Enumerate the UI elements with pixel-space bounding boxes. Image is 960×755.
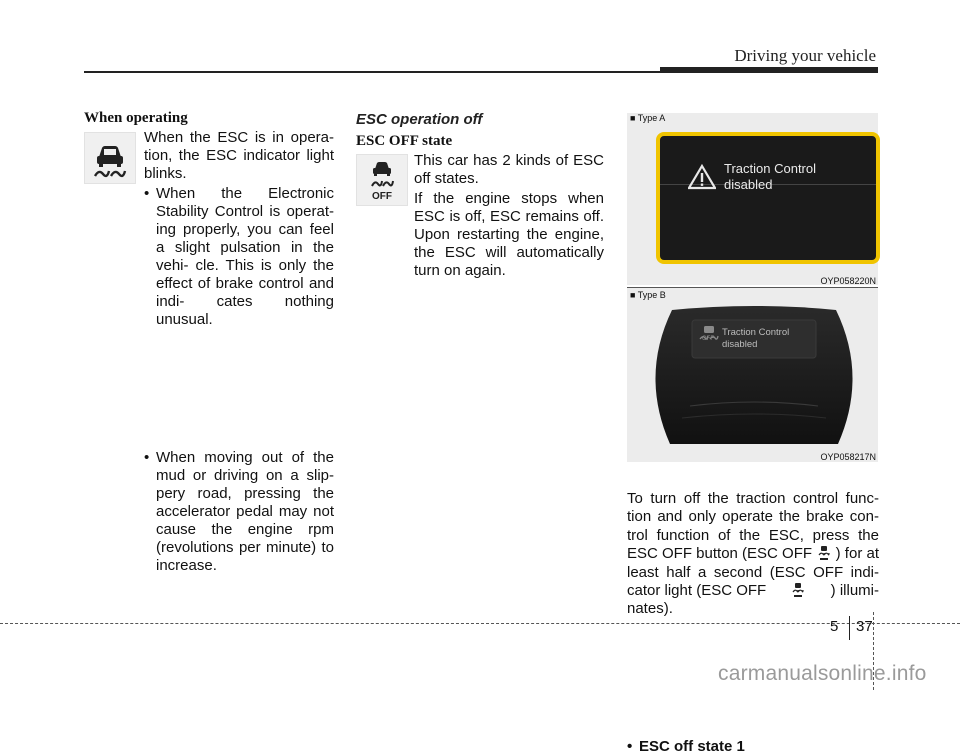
esc-off-icon — [356, 154, 408, 206]
type-a-label: ■ Type A — [630, 113, 666, 123]
type-b-message-line1: Traction Control — [722, 327, 790, 338]
section-title: Driving your vehicle — [734, 46, 876, 65]
type-a-message-line2: disabled — [724, 177, 773, 192]
warning-triangle-icon — [688, 164, 716, 190]
type-b-message — [722, 327, 789, 351]
type-b-message-line2: disabled — [722, 339, 758, 350]
watermark: carmanualsonline.info — [718, 662, 927, 685]
type-a-message — [724, 161, 816, 193]
page-number-divider — [849, 616, 850, 640]
esc-off-inline-icon — [792, 582, 804, 598]
esc-indicator-icon — [84, 132, 136, 184]
page-number: 37 — [856, 618, 873, 635]
type-b-off-label: OFF — [702, 336, 714, 342]
esc-off-icon-label: OFF — [372, 191, 392, 202]
type-a-code: OYP058220N — [820, 276, 876, 286]
footer-dashed-rule — [0, 623, 960, 624]
esc-off-para-2: If the engine stops when ESC is off, ESC remains off. Upon restarting the engine, the ESC will automatically turn on again. — [414, 190, 604, 279]
esc-off-state-subheading: ESC OFF state — [356, 133, 453, 149]
esc-off-inline-icon — [818, 545, 830, 561]
operating-bullet-1: • When the Electronic Stability Control is operat- ing properly, you can feel a slight pulsation in the vehi- cle. This is only the effect of brake control and indi- cates nothing unusual. — [144, 185, 334, 329]
type-b-code: OYP058217N — [820, 452, 876, 462]
esc-off-para-1: This car has 2 kinds of ESC off states. — [414, 152, 604, 187]
when-operating-intro: When the ESC is in opera- tion, the ESC indicator light blinks. — [144, 129, 334, 182]
type-a-message-line1: Traction Control — [724, 161, 816, 176]
type-b-label: ■ Type B — [630, 290, 666, 300]
chapter-number: 5 — [830, 618, 839, 635]
type-a-display — [656, 132, 880, 264]
esc-off-state-1-heading: • ESC off state 1 — [627, 738, 960, 755]
esc-off-heading: ESC operation off — [356, 111, 483, 128]
figure-divider — [627, 287, 878, 288]
header-rule-accent — [660, 67, 878, 73]
operating-bullet-2: • When moving out of the mud or driving on a slip- pery road, pressing the accelerator pedal may not cause the engine rpm (revolutions per minute) to increase. — [144, 449, 334, 575]
when-operating-heading: When operating — [84, 110, 188, 126]
esc-off-state-1-body: To turn off the traction control func- tion and only operate the brake con- trol function of the ESC, press the ESC OFF button (ESC OFF ) for at least half a second (ESC OFF indi- cator light (ESC OFF ) illumi- nates). — [627, 490, 879, 618]
